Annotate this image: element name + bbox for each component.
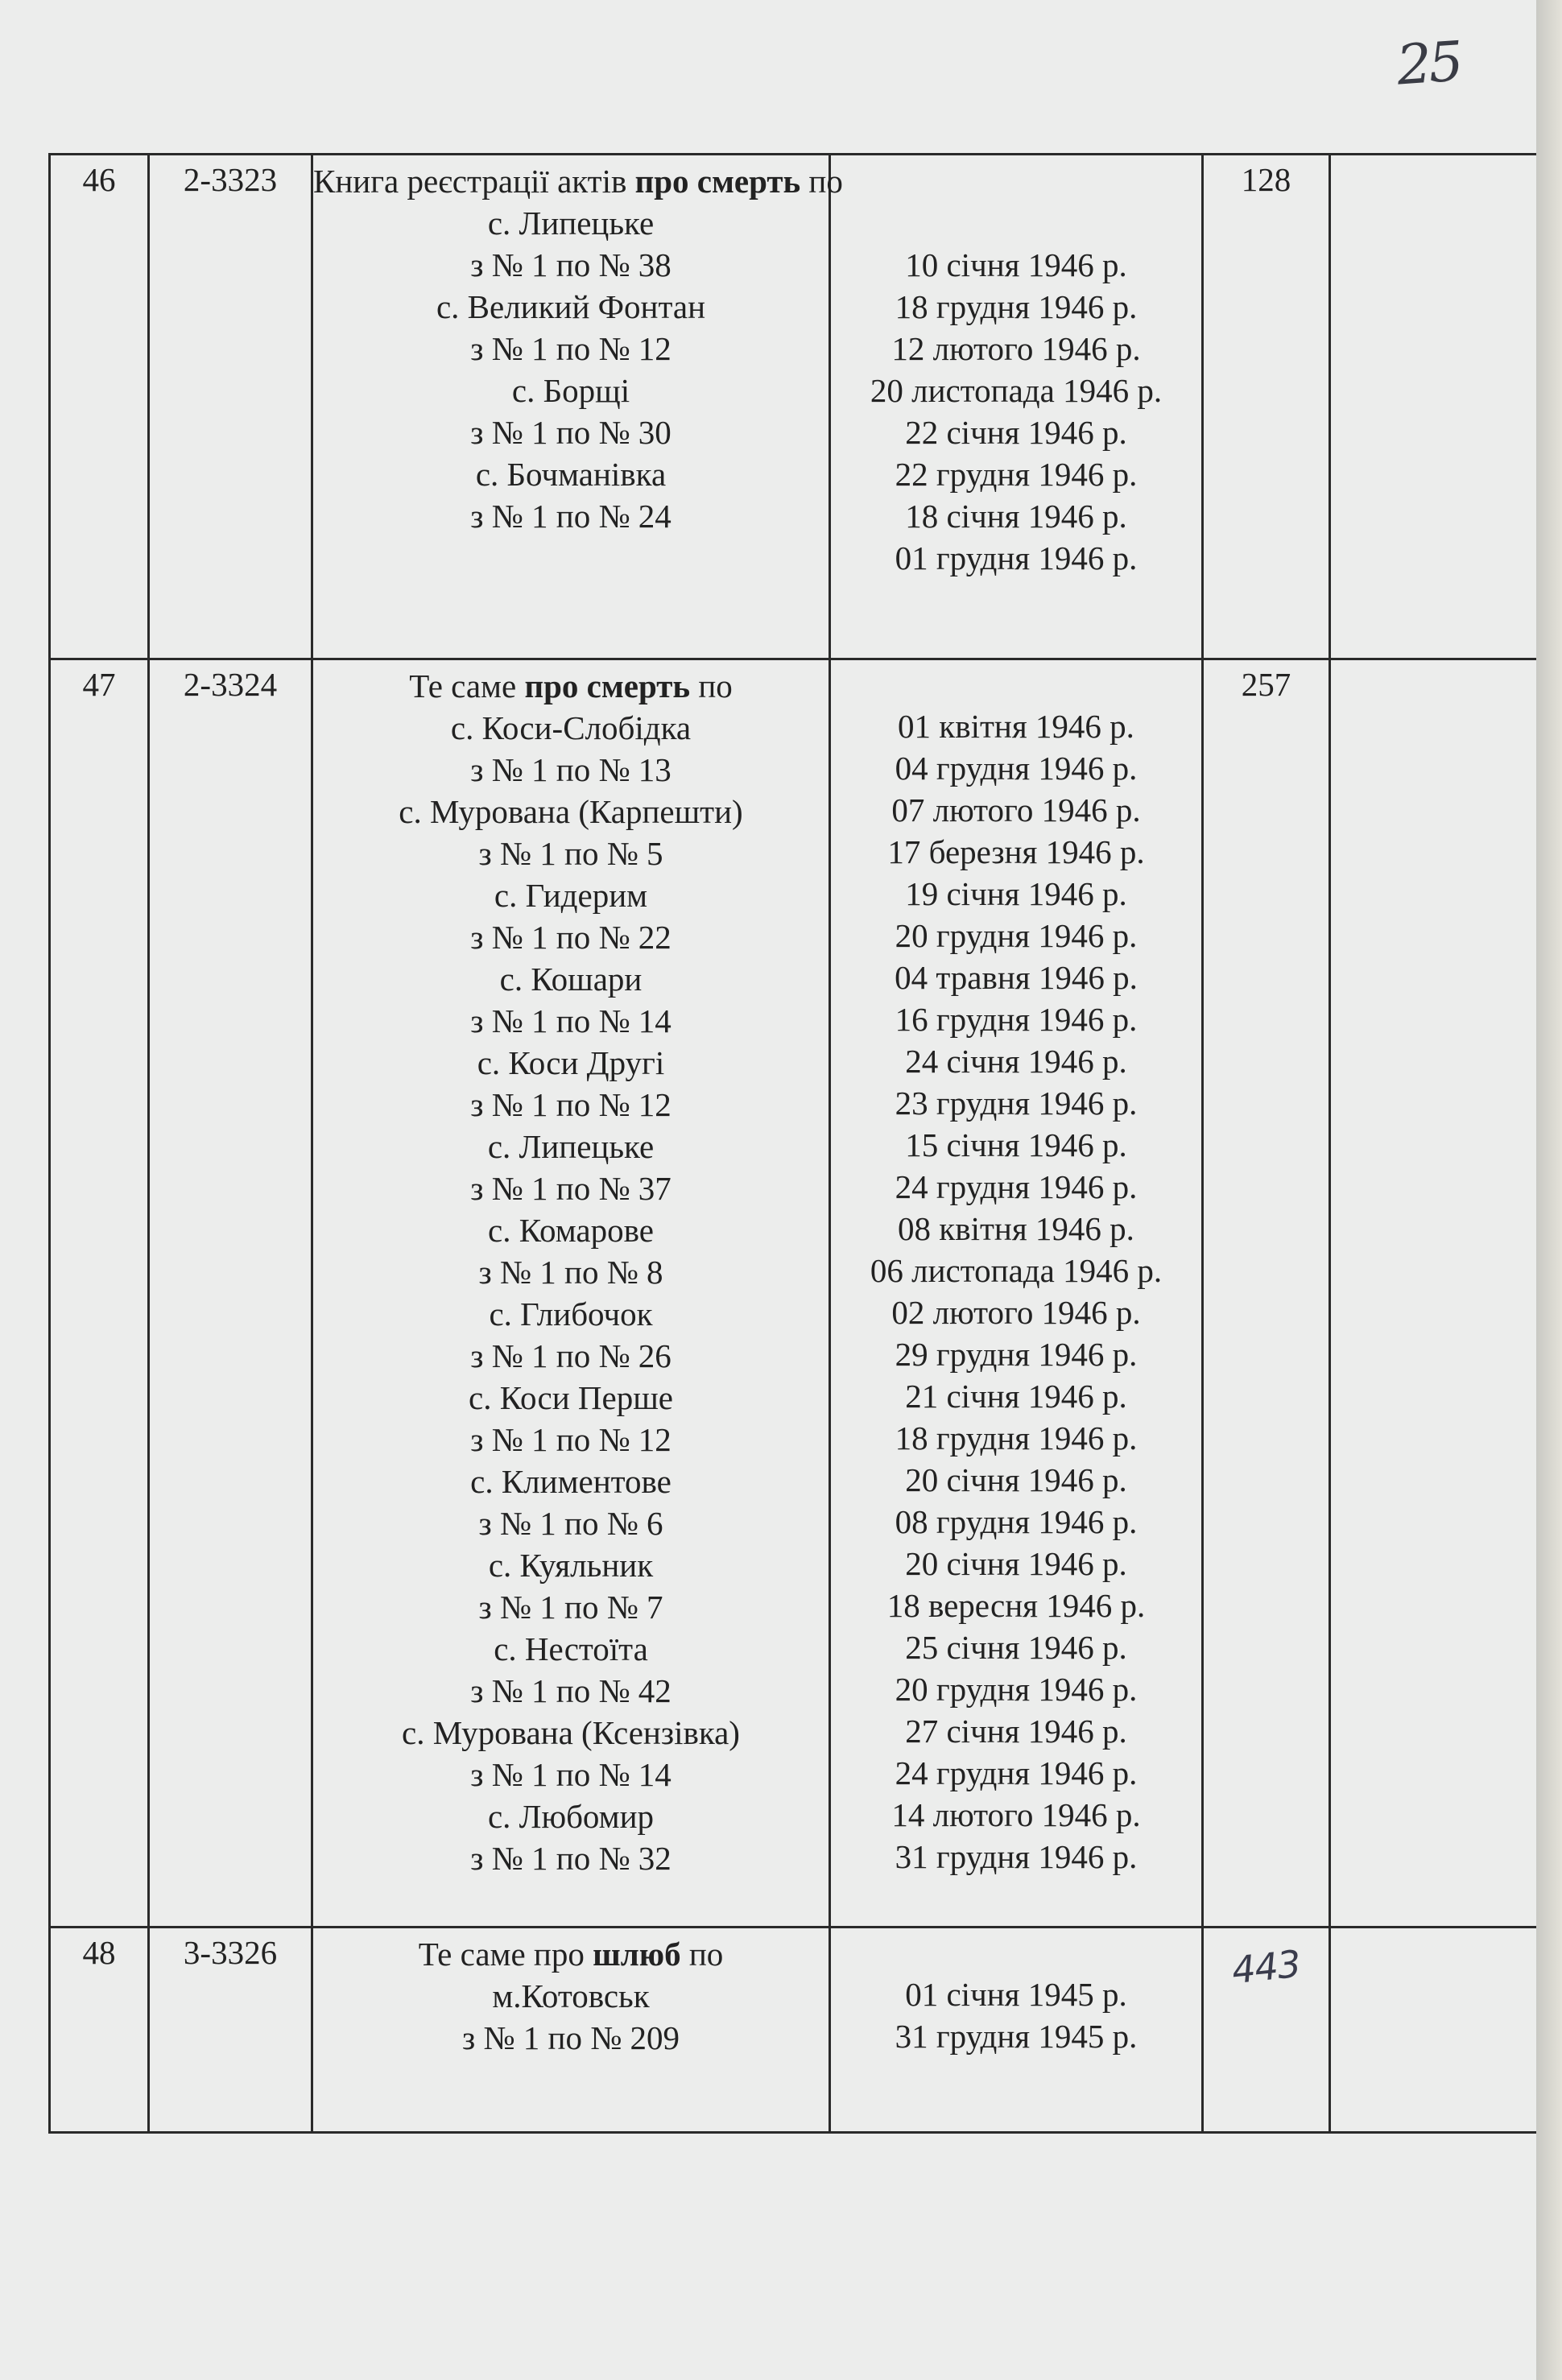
date-from: 27 січня 1946 р. — [905, 1713, 1127, 1750]
page-edge — [1536, 0, 1562, 2380]
row-number: 46 — [50, 155, 149, 659]
date-from: 20 січня 1946 р. — [905, 1545, 1127, 1582]
sheet-count: 257 — [1203, 659, 1330, 1928]
description-title-bold: шлюб — [593, 1936, 681, 1973]
place-name: с. Мурована (Ксензівка) — [402, 1714, 740, 1751]
record-range: з № 1 по № 38 — [470, 246, 671, 283]
record-range: з № 1 по № 26 — [470, 1337, 671, 1374]
date-to: 18 вересня 1946 р. — [886, 1587, 1146, 1624]
description-title-bold: про смерть — [634, 163, 801, 200]
description-title-prefix: Те саме про — [418, 1936, 593, 1973]
date-from: 08 квітня 1946 р. — [898, 1210, 1134, 1247]
inventory-table — [48, 153, 1536, 2134]
place-name: с. Климентове — [470, 1463, 671, 1500]
date-to: 31 грудня 1945 р. — [895, 2018, 1138, 2055]
record-range: з № 1 по № 12 — [470, 1086, 671, 1123]
description-title-line — [313, 160, 843, 202]
record-range: з № 1 по № 30 — [470, 414, 671, 451]
date-from: 01 січня 1945 р. — [905, 1976, 1127, 2013]
record-range: з № 1 по № 209 — [461, 2019, 680, 2056]
description-title-suffix: по — [800, 163, 843, 200]
dates-cell — [830, 155, 1203, 659]
table-row — [50, 1928, 1537, 2133]
description-title-line — [313, 1933, 829, 1975]
sheet-count-cell — [1203, 1928, 1330, 2133]
date-from: 22 січня 1946 р. — [905, 414, 1127, 451]
record-range: з № 1 по № 14 — [470, 1756, 671, 1793]
date-to: 18 грудня 1946 р. — [895, 288, 1138, 325]
place-name: м.Котовськ — [492, 1977, 650, 2014]
record-range: з № 1 по № 5 — [478, 835, 663, 872]
place-name: с. Коси-Слобідка — [450, 709, 692, 746]
date-from: 15 січня 1946 р. — [905, 1126, 1127, 1163]
date-to: 17 березня 1946 р. — [887, 833, 1145, 870]
date-to: 20 грудня 1946 р. — [895, 917, 1138, 954]
record-range: з № 1 по № 22 — [470, 919, 671, 956]
description-title-bold: про смерть — [524, 667, 691, 704]
place-name: с. Гидерим — [494, 877, 648, 914]
table-row — [50, 155, 1537, 659]
row-number: 47 — [50, 659, 149, 1928]
date-to: 18 грудня 1946 р. — [895, 1419, 1138, 1457]
date-from: 20 січня 1946 р. — [905, 1461, 1127, 1498]
description-cell — [312, 1928, 830, 2133]
description-cell — [312, 659, 830, 1928]
record-range: з № 1 по № 14 — [470, 1002, 671, 1039]
record-range: з № 1 по № 12 — [470, 330, 671, 367]
place-name: с. Липецьке — [487, 205, 655, 242]
place-name: с. Липецьке — [487, 1128, 655, 1165]
date-from: 01 квітня 1946 р. — [898, 708, 1134, 745]
sheet-count: 128 — [1203, 155, 1330, 659]
note-cell — [1330, 659, 1537, 1928]
date-to: 04 грудня 1946 р. — [895, 750, 1138, 787]
dates-cell — [830, 1928, 1203, 2133]
place-name: с. Великий Фонтан — [436, 288, 706, 325]
record-range: з № 1 по № 7 — [478, 1589, 663, 1626]
description-title-prefix: Те саме — [409, 667, 525, 704]
description-title-prefix: Книга реєстрації актів — [313, 163, 635, 200]
file-code: 3-3326 — [149, 1928, 312, 2133]
record-range: з № 1 по № 42 — [470, 1672, 671, 1709]
dates-cell — [830, 659, 1203, 1928]
place-name: с. Нестоїта — [494, 1630, 648, 1667]
date-to: 01 грудня 1946 р. — [895, 539, 1138, 576]
date-to: 16 грудня 1946 р. — [895, 1001, 1138, 1038]
note-cell — [1330, 155, 1537, 659]
date-from: 12 лютого 1946 р. — [891, 330, 1141, 367]
record-range: з № 1 по № 37 — [470, 1170, 671, 1207]
place-name: с. Куяльник — [488, 1547, 654, 1584]
place-name: с. Коси Другі — [477, 1044, 665, 1081]
description-title-line — [313, 665, 829, 707]
description-title-suffix: по — [680, 1936, 724, 1973]
date-to: 20 грудня 1946 р. — [895, 1671, 1138, 1708]
handwritten-sheet-count: 443 — [1229, 1941, 1303, 1993]
date-from: 18 січня 1946 р. — [905, 498, 1127, 535]
date-from: 14 лютого 1946 р. — [891, 1796, 1141, 1833]
record-range: з № 1 по № 32 — [470, 1840, 671, 1877]
date-from: 24 січня 1946 р. — [905, 1043, 1127, 1080]
note-cell — [1330, 1928, 1537, 2133]
place-name: с. Борщі — [511, 372, 630, 409]
record-range: з № 1 по № 6 — [478, 1505, 663, 1542]
place-name: с. Мурована (Карпешти) — [399, 793, 743, 830]
date-from: 07 лютого 1946 р. — [891, 791, 1141, 828]
date-from: 19 січня 1946 р. — [905, 875, 1127, 912]
date-from: 10 січня 1946 р. — [905, 246, 1127, 283]
date-from: 21 січня 1946 р. — [905, 1378, 1127, 1415]
date-to: 24 грудня 1946 р. — [895, 1754, 1138, 1791]
file-code: 2-3323 — [149, 155, 312, 659]
place-name: с. Глибочок — [489, 1295, 653, 1333]
row-number: 48 — [50, 1928, 149, 2133]
date-to: 06 листопада 1946 р. — [870, 1252, 1163, 1289]
date-to: 23 грудня 1946 р. — [895, 1085, 1138, 1122]
place-name: с. Любомир — [487, 1798, 655, 1835]
date-from: 02 лютого 1946 р. — [891, 1294, 1141, 1331]
record-range: з № 1 по № 8 — [478, 1254, 663, 1291]
description-cell — [312, 155, 843, 659]
date-from: 04 травня 1946 р. — [895, 959, 1138, 996]
record-range: з № 1 по № 13 — [470, 751, 671, 788]
record-range: з № 1 по № 12 — [470, 1421, 671, 1458]
handwritten-page-number: 25 — [1395, 30, 1463, 98]
place-name: с. Комарове — [488, 1212, 654, 1249]
description-title-suffix: по — [690, 667, 733, 704]
place-name: с. Бочманівка — [475, 456, 667, 493]
date-to: 24 грудня 1946 р. — [895, 1168, 1138, 1205]
record-range: з № 1 по № 24 — [470, 498, 671, 535]
date-to: 20 листопада 1946 р. — [870, 372, 1163, 409]
date-to: 31 грудня 1946 р. — [895, 1838, 1138, 1875]
place-name: с. Кошари — [499, 961, 643, 998]
date-to: 08 грудня 1946 р. — [895, 1503, 1138, 1540]
date-to: 29 грудня 1946 р. — [895, 1336, 1138, 1373]
file-code: 2-3324 — [149, 659, 312, 1928]
table-row — [50, 659, 1537, 1928]
date-to: 22 грудня 1946 р. — [895, 456, 1138, 493]
date-from: 25 січня 1946 р. — [905, 1629, 1127, 1666]
place-name: с. Коси Перше — [469, 1379, 673, 1416]
